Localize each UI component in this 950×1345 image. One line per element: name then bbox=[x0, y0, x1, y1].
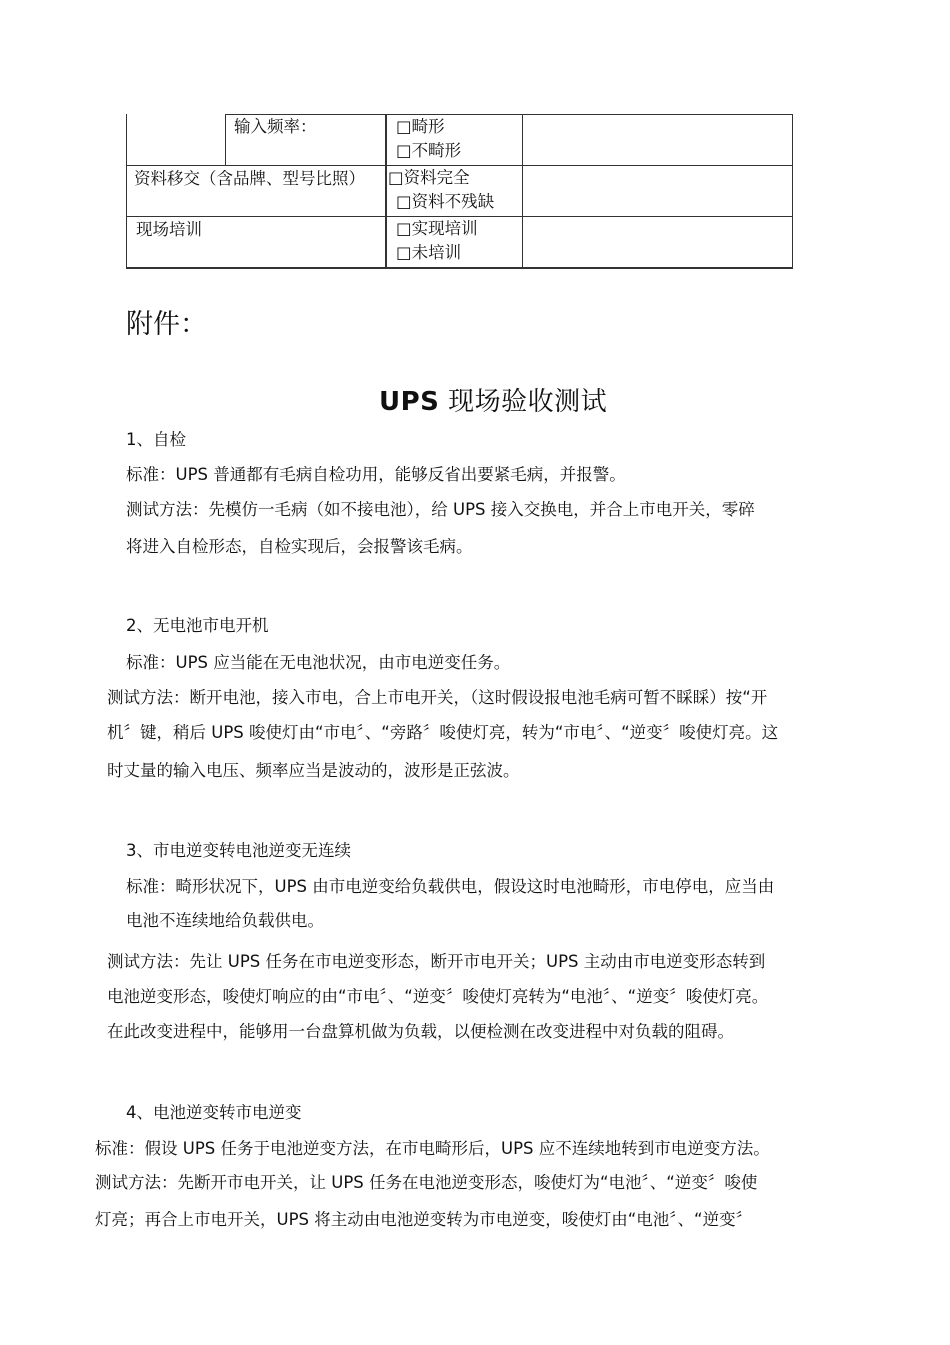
paragraph-line: 灯亮；再合上市电开关，UPS 将主动由电池逆变转为市电逆变，唆使灯由“电池〞、“逆变〞 bbox=[95, 1210, 753, 1229]
attachment-label: 附件： bbox=[126, 309, 207, 340]
table-row-label: 资料移交（含品牌、型号比照） bbox=[134, 169, 365, 188]
table-border bbox=[225, 114, 226, 166]
checkbox-option[interactable]: □不畸形 bbox=[396, 141, 462, 160]
table-border bbox=[792, 114, 793, 268]
title-bold: UPS bbox=[379, 387, 440, 417]
table-row-options bbox=[396, 217, 478, 265]
table-border bbox=[385, 114, 387, 268]
table-border bbox=[226, 114, 793, 115]
section-heading: 3、市电逆变转电池逆变无连续 bbox=[126, 841, 351, 860]
section-heading: 1、自检 bbox=[126, 430, 186, 449]
title-rest: 现场验收测试 bbox=[439, 387, 608, 417]
table-border bbox=[126, 267, 793, 269]
paragraph-line: 机〞键，稍后 UPS 唆使灯由“市电〞、“旁路〞唆使灯亮，转为“市电〞、“逆变〞唆使灯亮。这 bbox=[107, 723, 779, 742]
checkbox-option[interactable]: □未培训 bbox=[396, 243, 462, 262]
checkbox-option[interactable]: □资料完全 bbox=[388, 168, 470, 187]
page-title bbox=[379, 381, 607, 418]
paragraph-line: 标准：畸形状况下，UPS 由市电逆变给负载供电，假设这时电池畸形，市电停电，应当由 bbox=[126, 877, 775, 896]
checkbox-option[interactable]: □畸形 bbox=[396, 117, 445, 136]
table-row-options bbox=[396, 115, 461, 163]
paragraph-line: 标准：假设 UPS 任务于电池逆变方法，在市电畸形后，UPS 应不连续地转到市电逆变方法。 bbox=[95, 1139, 770, 1158]
paragraph-line: 在此改变进程中，能够用一台盘算机做为负载，以便检测在改变进程中对负载的阻碍。 bbox=[107, 1022, 734, 1041]
checkbox-option[interactable]: □资料不残缺 bbox=[396, 192, 495, 211]
checkbox-option[interactable]: □实现培训 bbox=[396, 219, 478, 238]
paragraph-line: 将进入自检形态，自检实现后，会报警该毛病。 bbox=[126, 537, 473, 556]
table-border bbox=[522, 114, 523, 268]
paragraph-line: 电池不连续地给负载供电。 bbox=[126, 911, 324, 930]
paragraph-line: 测试方法：断开电池，接入市电，合上市电开关，（这时假设报电池毛病可暂不睬睬）按“开 bbox=[107, 688, 768, 707]
paragraph-line: 标准：UPS 应当能在无电池状况，由市电逆变任务。 bbox=[126, 653, 511, 672]
table-border bbox=[126, 114, 127, 268]
table-row-label: 现场培训 bbox=[136, 220, 202, 239]
section-heading: 2、无电池市电开机 bbox=[126, 616, 269, 635]
table-row-label: 输入频率： bbox=[234, 117, 317, 136]
paragraph-line: 时丈量的输入电压、频率应当是波动的，波形是正弦波。 bbox=[107, 761, 520, 780]
table-row-options bbox=[388, 166, 494, 214]
paragraph-line: 电池逆变形态，唆使灯响应的由“市电〞、“逆变〞唆使灯亮转为“电池〞、“逆变〞唆使灯亮。 bbox=[107, 987, 769, 1006]
paragraph-line: 标准：UPS 普通都有毛病自检功用，能够反省出要紧毛病，并报警。 bbox=[126, 465, 626, 484]
paragraph-line: 测试方法：先让 UPS 任务在市电逆变形态，断开市电开关；UPS 主动由市电逆变形态转到 bbox=[107, 952, 766, 971]
paragraph-line: 测试方法：先断开市电开关，让 UPS 任务在电池逆变形态，唆使灯为“电池〞、“逆变〞唆使 bbox=[95, 1173, 758, 1192]
paragraph-line: 测试方法：先模仿一毛病（如不接电池），给 UPS 接入交换电，并合上市电开关，零碎 bbox=[126, 500, 755, 519]
section-heading: 4、电池逆变转市电逆变 bbox=[126, 1103, 302, 1122]
